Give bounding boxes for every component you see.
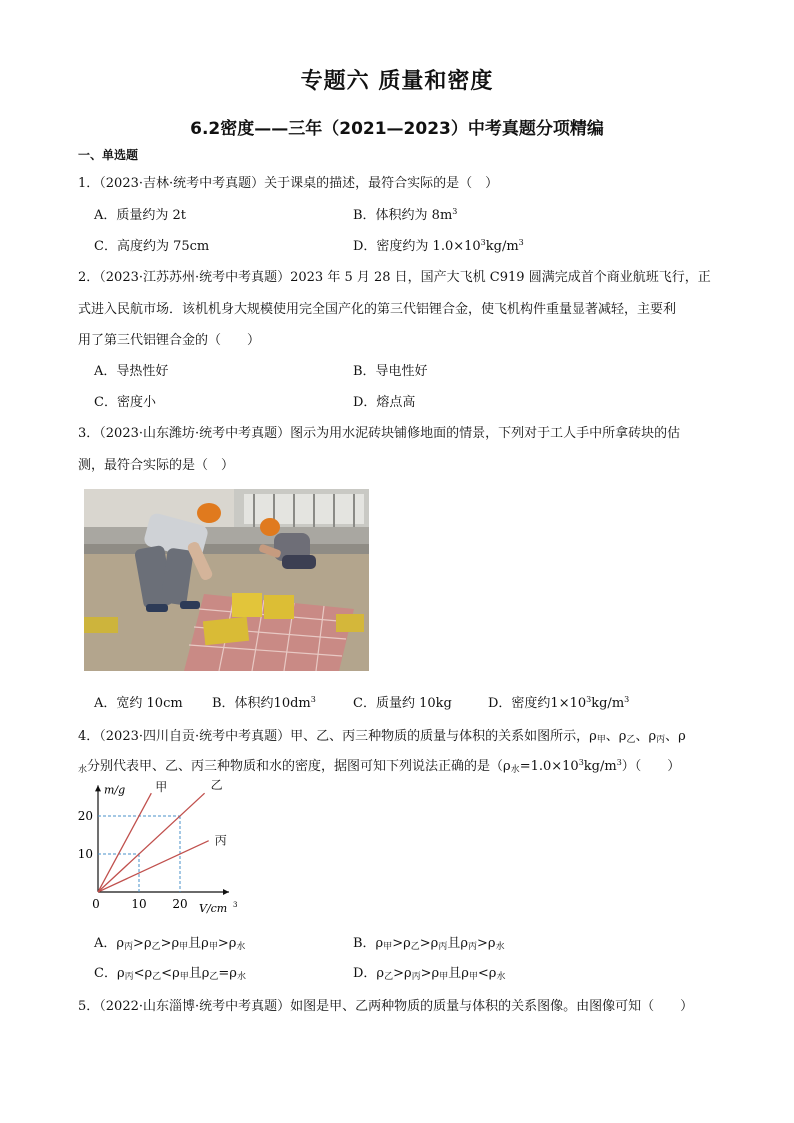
q3-option-d-sup: 3	[586, 695, 592, 704]
q2-stem-line3: 用了第三代铝锂合金的（ ）	[78, 333, 261, 348]
q4-stem-end: ）（ ）	[621, 759, 681, 774]
q4-a-s: 甲	[208, 942, 218, 952]
q1-option-b-text: B．体积约为 8m	[353, 208, 453, 223]
q4-c-t: 且ρ	[188, 966, 210, 981]
series-line-1	[98, 793, 205, 892]
y-axis-label: m/g	[104, 783, 126, 797]
y-tick-label-1: 20	[77, 809, 93, 823]
series-label-2: 丙	[214, 833, 227, 848]
q1-option-d-sup: 3	[480, 238, 486, 247]
q2-stem-line1: 2．（2023·江苏苏州·统考中考真题）2023 年 5 月 28 日，国产大飞机 C919 圆满完成首个商业航班飞行，正	[78, 270, 711, 285]
q3-stem-line2: 测，最符合实际的是（ ）	[78, 458, 235, 473]
q4-a-s: 水	[236, 942, 246, 952]
q4-rho: 、ρ	[665, 729, 686, 744]
bricklaying-photo	[84, 489, 369, 671]
q5-stem: 5．（2022·山东淄博·统考中考真题）如图是甲、乙两种物质的质量与体积的关系图像。由图像可知（ ）	[78, 999, 694, 1014]
q4-d-s: 甲	[468, 972, 478, 982]
page-title: 专题六 质量和密度	[300, 69, 494, 94]
q4-sub-bing: 丙	[656, 735, 666, 745]
q4-c-s: 乙	[152, 972, 162, 982]
q4-b-s: 丙	[468, 942, 478, 952]
q4-option-c[interactable]	[94, 962, 246, 982]
q2-option-d[interactable]: D．熔点高	[353, 395, 416, 410]
q4-c-s: 丙	[124, 972, 134, 982]
q4-b-t: 且ρ	[447, 936, 468, 951]
q3-option-c[interactable]: C．质量约 10kg	[353, 696, 452, 711]
q4-b-s: 乙	[410, 942, 420, 952]
x-tick-label-0: 10	[131, 897, 147, 911]
mass-volume-graph	[72, 778, 262, 915]
q4-b-t: B．ρ	[353, 936, 384, 951]
q1-option-b-sup: 3	[452, 207, 458, 216]
q4-a-t: A．ρ	[94, 936, 125, 951]
q4-d-t: >ρ	[420, 966, 440, 981]
q2-option-c[interactable]: C．密度小	[94, 395, 156, 410]
q4-a-t: >ρ	[160, 936, 180, 951]
q4-d-t: 且ρ	[448, 966, 469, 981]
q4-c-s: 甲	[179, 972, 189, 982]
q4-water-density: =1.0×10	[519, 759, 579, 774]
x-axis-label-sup: 3	[233, 901, 238, 909]
q4-d-s: 水	[496, 972, 506, 982]
q4-stem-line1	[78, 725, 686, 745]
q2-option-b[interactable]: B．导电性好	[353, 364, 428, 379]
q4-a-t: >ρ	[217, 936, 237, 951]
q4-d-t: D．ρ	[353, 966, 385, 981]
q4-c-s: 乙	[209, 972, 219, 982]
q4-b-s: 丙	[438, 942, 448, 952]
q3-stem-line1: 3．（2023·山东潍坊·统考中考真题）图示为用水泥砖块铺修地面的情景，下列对于工人手中所拿砖块的估	[78, 426, 681, 441]
x-tick-label-1: 20	[172, 897, 188, 911]
series-line-2	[98, 841, 209, 892]
q4-a-t: >ρ	[133, 936, 152, 951]
q1-option-d[interactable]	[353, 235, 524, 254]
q1-option-d-unit: kg/m	[485, 239, 519, 254]
q3-option-b-sup: 3	[310, 695, 316, 704]
q2-stem-line2: 式进入民航市场．该机机身大规模使用完全国产化的第三代铝锂合金，使飞机构件重量显著减轻，主要利	[78, 302, 677, 317]
q4-option-d[interactable]	[353, 962, 505, 982]
q4-sub-shui: 水	[78, 765, 88, 775]
q1-option-b[interactable]	[353, 204, 457, 223]
q4-d-s: 甲	[439, 972, 449, 982]
y-axis-arrow	[95, 785, 101, 791]
page-subtitle: 6.2密度——三年（2021—2023）中考真题分项精编	[190, 119, 604, 139]
series-label-0: 甲	[155, 780, 168, 795]
q4-a-s: 甲	[179, 942, 189, 952]
q3-option-d-unit: kg/m	[591, 696, 625, 711]
q4-b-t: >ρ	[392, 936, 411, 951]
q4-d-t: <ρ	[477, 966, 497, 981]
q4-c-t: =ρ	[218, 966, 237, 981]
q1-option-d-text: D．密度约为 1.0×10	[353, 239, 481, 254]
q4-c-t: <ρ	[133, 966, 153, 981]
q4-a-t: 且ρ	[188, 936, 209, 951]
q4-unit: kg/m	[583, 759, 617, 774]
q1-stem: 1．（2023·吉林·统考中考真题）关于课桌的描述，最符合实际的是（ ）	[78, 176, 499, 191]
q4-a-s: 丙	[124, 942, 134, 952]
q4-d-s: 丙	[411, 972, 421, 982]
q4-c-t: <ρ	[161, 966, 180, 981]
section-heading: 一、单选题	[78, 148, 139, 162]
q4-c-t: C．ρ	[94, 966, 125, 981]
q4-stem-line2	[78, 755, 680, 775]
q4-sub-shui: 水	[510, 765, 520, 775]
q4-sub-yi: 乙	[626, 735, 636, 745]
q4-sup: 3	[616, 758, 622, 767]
q3-option-d-sup2: 3	[624, 695, 630, 704]
q3-option-b-text: B．体积约10dm	[212, 696, 311, 711]
y-tick-label-0: 10	[77, 847, 93, 861]
q4-option-b[interactable]	[353, 932, 505, 952]
origin-label: 0	[92, 897, 100, 911]
q4-c-s: 水	[236, 972, 246, 982]
q3-option-d-text: D．密度约1×10	[488, 696, 587, 711]
q3-option-a[interactable]: A．宽约 10cm	[94, 696, 183, 711]
q4-stem-text2: 分别代表甲、乙、丙三种物质和水的密度，据图可知下列说法正确的是（ρ	[87, 759, 511, 774]
q4-b-s: 水	[495, 942, 505, 952]
q2-option-a[interactable]: A．导热性好	[94, 364, 169, 379]
series-line-0	[98, 793, 151, 892]
q4-rho: 、ρ	[635, 729, 657, 744]
x-axis-label: V/cm	[199, 902, 228, 915]
q4-d-t: >ρ	[393, 966, 412, 981]
q4-b-t: >ρ	[477, 936, 496, 951]
q4-sub-jia: 甲	[596, 735, 606, 745]
x-axis-arrow	[223, 889, 229, 895]
q4-stem-text: 4．（2023·四川自贡·统考中考真题）甲、乙、丙三种物质的质量与体积的关系如图所示，ρ	[78, 729, 597, 744]
q1-option-c[interactable]: C．高度约为 75cm	[94, 239, 210, 254]
q4-b-t: >ρ	[419, 936, 439, 951]
q4-b-s: 甲	[383, 942, 393, 952]
q4-option-a[interactable]	[94, 932, 245, 952]
q1-option-d-sup2: 3	[518, 238, 524, 247]
q4-d-s: 乙	[384, 972, 394, 982]
q4-sup: 3	[578, 758, 584, 767]
q4-rho: 、ρ	[605, 729, 627, 744]
series-label-1: 乙	[210, 778, 223, 793]
q1-option-a[interactable]: A．质量约为 2t	[94, 208, 187, 223]
q3-option-b[interactable]	[212, 692, 316, 711]
q3-option-d[interactable]	[488, 692, 629, 711]
q4-a-s: 乙	[151, 942, 161, 952]
